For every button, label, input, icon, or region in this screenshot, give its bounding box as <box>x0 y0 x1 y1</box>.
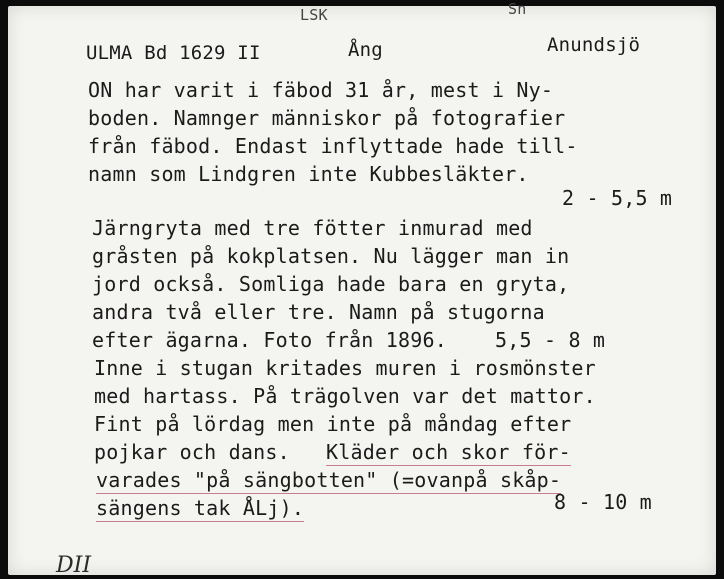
card-place: Anundsjö <box>547 34 641 56</box>
text-line: namn som Lindgren inte Kubbesläkter. <box>88 162 529 186</box>
text-line: boden. Namnger människor på fotografier <box>88 106 566 130</box>
measurement-label: 8 - 10 m <box>554 490 652 514</box>
text-line: Järngryta med tre fötter inmurad med <box>92 216 533 240</box>
text-line: gråsten på kokplatsen. Nu lägger man in <box>92 244 570 268</box>
archive-card <box>8 0 716 578</box>
text-line: efter ägarna. Foto från 1896. <box>92 328 447 352</box>
underlined-text-line: sängens tak ÅLj). <box>96 496 305 520</box>
card-code: Ång <box>348 39 383 61</box>
text-line: från fäbod. Endast inflyttade hade till- <box>88 134 578 158</box>
text-line: pojkar och dans. <box>94 440 290 464</box>
text-line: Inne i stugan kritades muren i rosmönster <box>94 356 596 380</box>
underlined-text-line: varades "på sängbotten" (=ovanpå skåp- <box>96 468 562 492</box>
measurement-label: 2 - 5,5 m <box>562 186 673 210</box>
top-mark-right: Sn <box>508 0 527 18</box>
text-line: andra två eller tre. Namn på stugorna <box>92 300 545 324</box>
text-line: ON har varit i fäbod 31 år, mest i Ny- <box>88 78 554 102</box>
underlined-text-line: Kläder och skor för- <box>326 440 571 464</box>
card-id: ULMA Bd 1629 II <box>86 42 261 64</box>
top-mark-left: LSK <box>300 6 328 24</box>
text-line: med hartass. På trägolven var det mattor. <box>94 384 596 408</box>
handwritten-mark: DII <box>56 553 92 578</box>
text-line: Fint på lördag men inte på måndag efter <box>94 412 572 436</box>
measurement-label: 5,5 - 8 m <box>495 328 606 352</box>
text-line: jord också. Somliga hade bara en gryta, <box>92 272 570 296</box>
